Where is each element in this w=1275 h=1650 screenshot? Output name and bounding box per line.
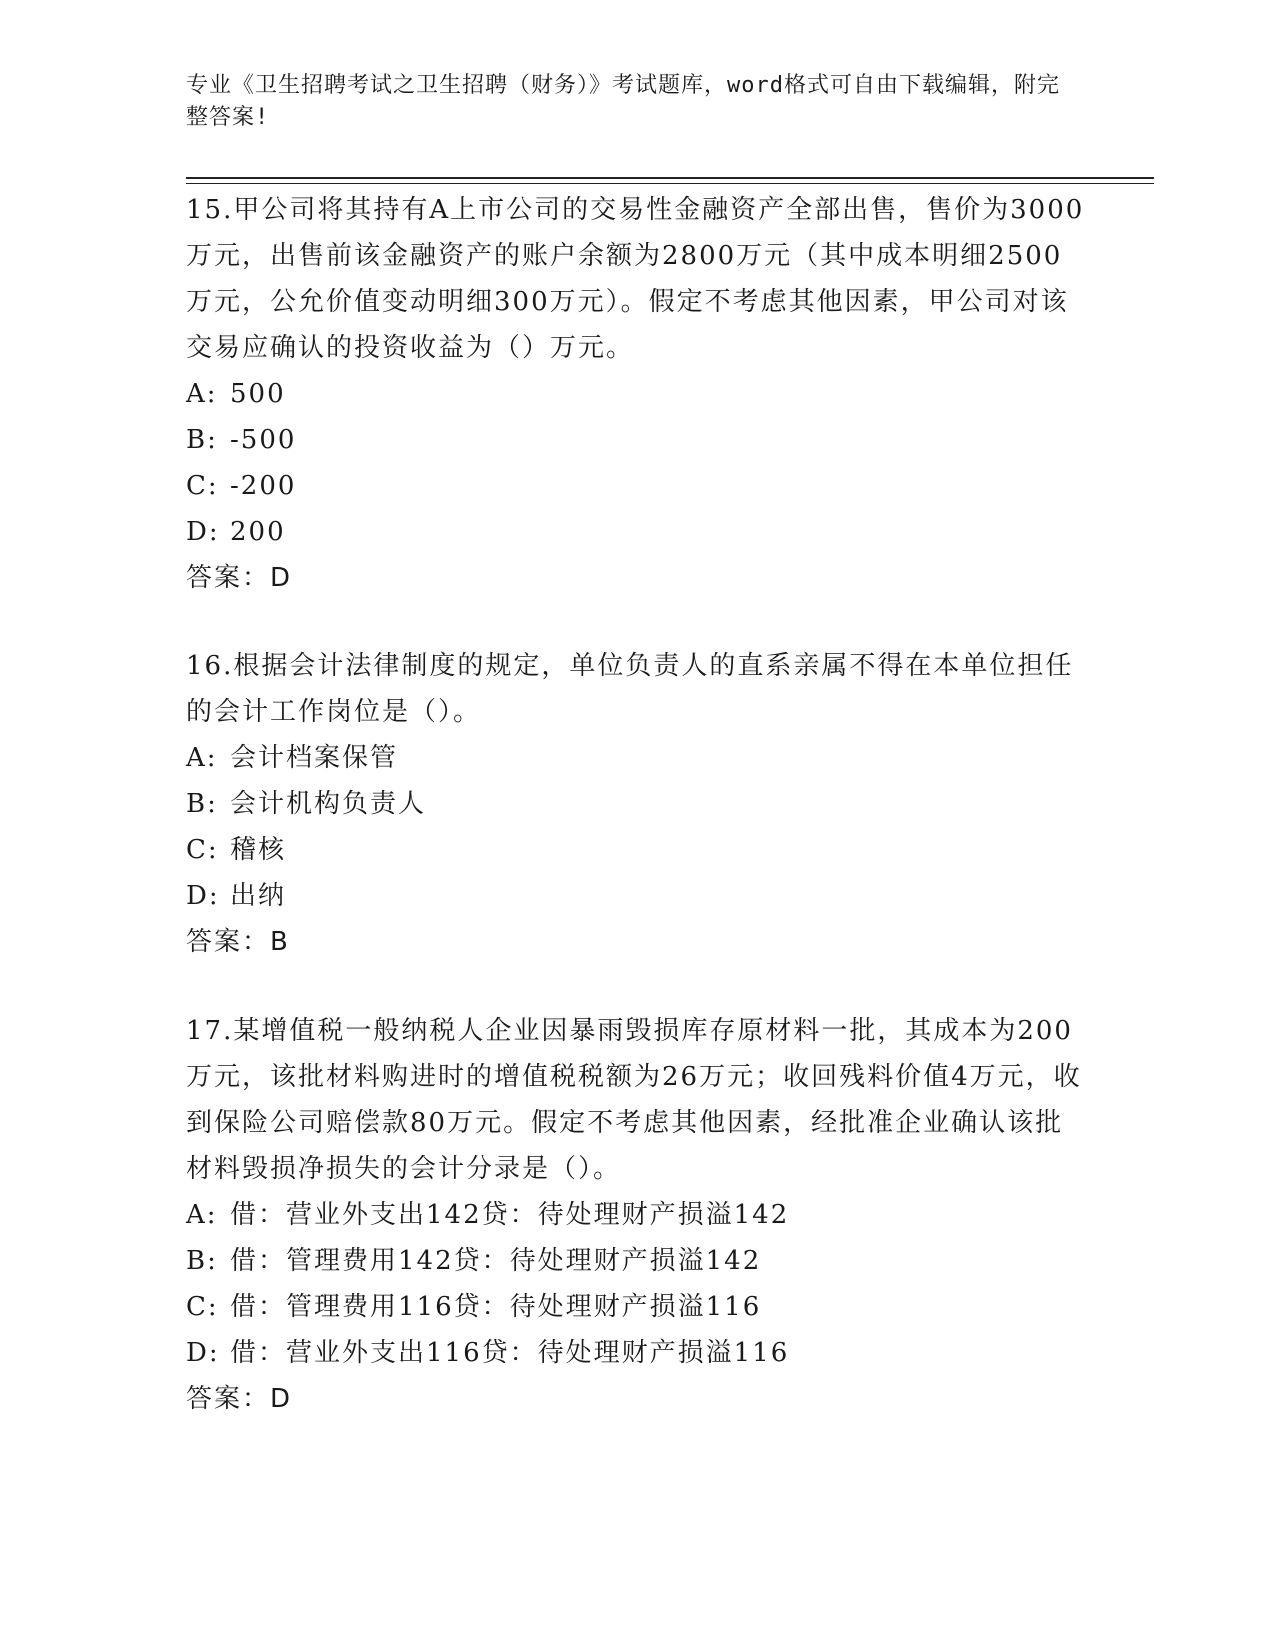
question-16 [186,643,1086,965]
option-b [186,781,1086,827]
answer-label: 答案：D [186,563,293,593]
option-key: B: [186,425,218,455]
option-text: -500 [230,425,297,455]
question-15 [186,187,1086,601]
option-c [186,463,1086,509]
answer-label: 答案：B [186,927,290,957]
option-key: D: [186,1338,220,1368]
option-text: 500 [230,379,286,409]
option-text: 会计档案保管 [230,743,399,773]
option-text: 借：营业外支出116贷：待处理财产损溢116 [230,1338,790,1368]
document-header: 专业《卫生招聘考试之卫生招聘（财务）》考试题库，word格式可自由下载编辑，附完整答案! [186,73,1060,130]
option-a [186,371,1086,417]
option-key: D: [186,517,220,547]
question-17 [186,1008,1086,1422]
option-key: C: [186,1292,219,1322]
option-d [186,509,1086,555]
option-key: A: [186,743,218,773]
option-key: B: [186,1246,218,1276]
option-key: C: [186,835,219,865]
option-text: 借：管理费用142贷：待处理财产损溢142 [230,1246,762,1276]
option-text: 借：营业外支出142贷：待处理财产损溢142 [230,1200,790,1230]
header-divider-thin [186,183,1154,184]
header-divider-thick [186,177,1154,179]
option-b [186,1238,1086,1284]
answer-label: 答案：D [186,1384,293,1414]
option-d [186,1330,1086,1376]
option-text: -200 [230,471,297,501]
option-c [186,827,1086,873]
option-key: D: [186,881,220,911]
question-stem: 16.根据会计法律制度的规定，单位负责人的直系亲属不得在本单位担任的会计工作岗位是（）。 [186,651,1074,727]
question-stem: 15.甲公司将其持有A上市公司的交易性金融资产全部出售，售价为3000万元，出售前该金融资产的账户余额为2800万元（其中成本明细2500万元，公允价值变动明细300万元）。假定不考虑其他因素，甲公司对该交易应确认的投资收益为（）万元。 [186,195,1085,363]
option-key: C: [186,471,219,501]
option-b [186,417,1086,463]
option-a [186,1192,1086,1238]
option-text: 会计机构负责人 [230,789,427,819]
option-text: 稽核 [230,835,287,865]
question-stem: 17.某增值税一般纳税人企业因暴雨毁损库存原材料一批，其成本为200万元，该批材料购进时的增值税税额为26万元；收回残料价值4万元，收到保险公司赔偿款80万元。假定不考虑其他因素，经批准企业确认该批材料毁损净损失的会计分录是（）。 [186,1016,1082,1184]
option-d [186,873,1086,919]
option-text: 200 [230,517,286,547]
option-key: B: [186,789,218,819]
option-text: 借：管理费用116贷：待处理财产损溢116 [230,1292,762,1322]
option-text: 出纳 [230,881,287,911]
option-key: A: [186,379,218,409]
option-a [186,735,1086,781]
option-c [186,1284,1086,1330]
option-key: A: [186,1200,218,1230]
